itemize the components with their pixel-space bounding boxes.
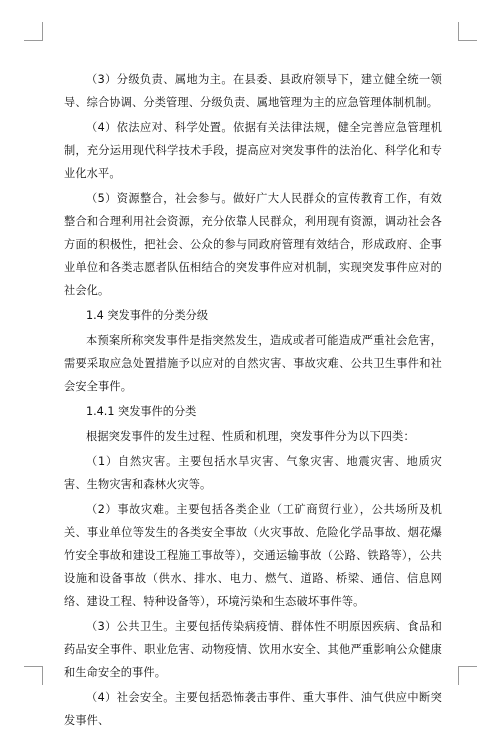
paragraph-principle-4: （4）依法应对、科学处置。依据有关法律法规，健全完善应急管理机制，充分运用现代科学技术手段，提高应对突发事件的法治化、科学化和专业化水平。 xyxy=(64,121,442,180)
crop-mark-top-right xyxy=(458,22,477,41)
document-body xyxy=(64,68,442,734)
crop-mark-bottom-right xyxy=(458,666,477,685)
crop-mark-bottom-left xyxy=(24,666,43,685)
paragraph-definition: 本预案所称突发事件是指突然发生，造成或者可能造成严重社会危害，需要采取应急处置措施予以应对的自然灾害、事故灾难、公共卫生事件和社会安全事件。 xyxy=(64,334,442,393)
crop-mark-top-left xyxy=(24,22,43,41)
paragraph-natural-disasters: （1）自然灾害。主要包括水旱灾害、气象灾害、地震灾害、地质灾害、生物灾害和森林火灾等。 xyxy=(64,455,442,491)
paragraph-classification-intro: 根据突发事件的发生过程、性质和机理，突发事件分为以下四类： xyxy=(86,430,415,443)
paragraph-principle-3: （3）分级负责、属地为主。在县委、县政府领导下，建立健全统一领导、综合协调、分类管理、分级负责、属地管理为主的应急管理体制机制。 xyxy=(64,73,442,109)
paragraph-public-health: （3）公共卫生。主要包括传染病疫情、群体性不明原因疾病、食品和药品安全事件、职业危害、动物疫情、饮用水安全、其他严重影响公众健康和生命安全的事件。 xyxy=(64,620,442,679)
paragraph-social-security: （4）社会安全。主要包括恐怖袭击事件、重大事件、油气供应中断突发事件、 xyxy=(64,691,442,727)
paragraph-accidents: （2）事故灾难。主要包括各类企业（工矿商贸行业），公共场所及机关、事业单位等发生的各类安全事故（火灾事故、危险化学品事故、烟花爆竹安全事故和建设工程施工事故等），交通运输事故（公路、铁路等），公共设施和设备事故（供水、排水、电力、燃气、道路、桥梁、通信、信息网络、建设工程、特种设备等），环境污染和生态破坏事件等。 xyxy=(64,503,442,608)
paragraph-principle-5: （5）资源整合，社会参与。做好广大人民群众的宣传教育工作，有效整合和合理利用社会资源，充分依靠人民群众，利用现有资源，调动社会各方面的积极性，把社会、公众的参与同政府管理有效结合，形成政府、企事业单位和各类志愿者队伍相结合的突发事件应对机制，实现突发事件应对的社会化。 xyxy=(64,192,442,297)
section-heading-1-4: 1.4 突发事件的分类分级 xyxy=(86,309,209,322)
section-heading-1-4-1: 1.4.1 突发事件的分类 xyxy=(86,405,197,418)
